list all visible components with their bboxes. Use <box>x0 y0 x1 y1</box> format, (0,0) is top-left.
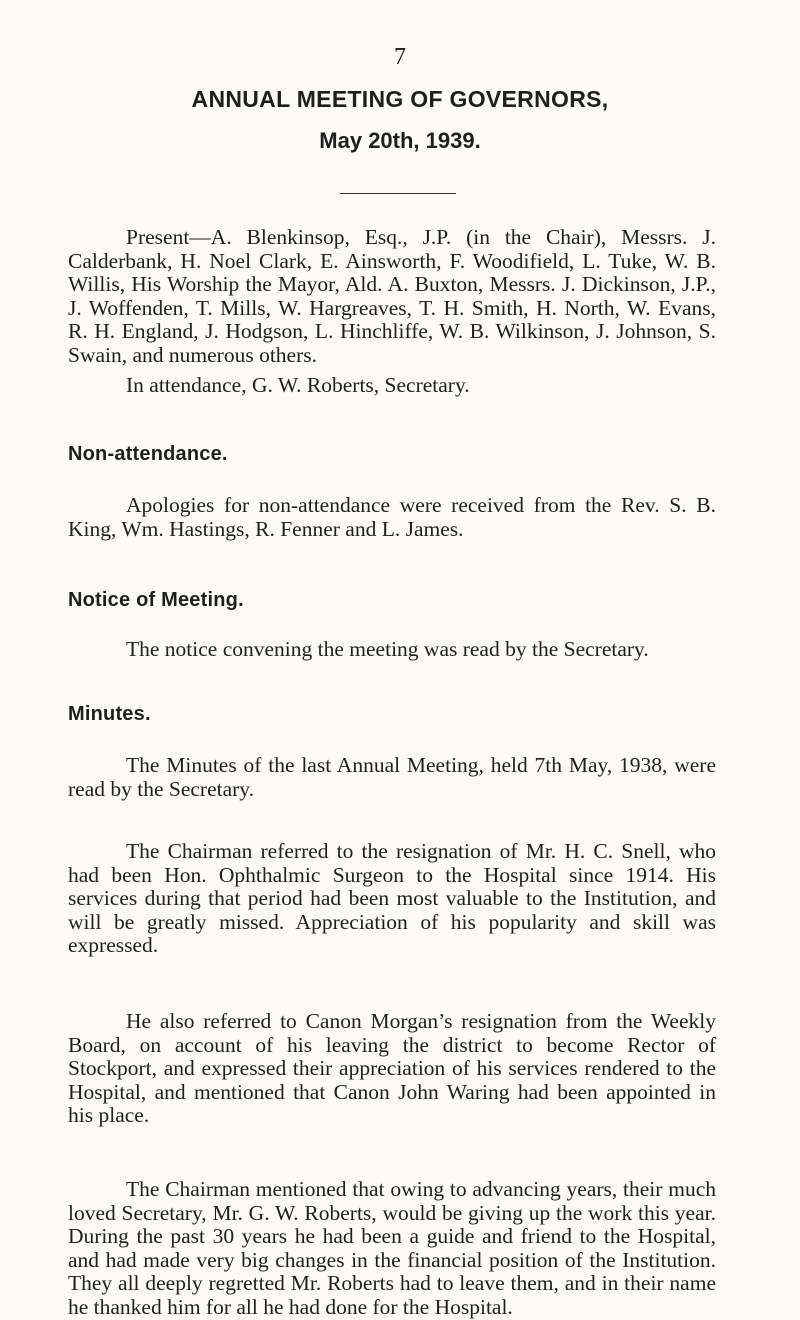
attendance-text: In attendance, G. W. Roberts, Secretary. <box>126 373 470 397</box>
minutes-text-3: He also referred to Canon Morgan’s resignation from the Weekly Board, on account of his leaving the district to become Rector of Stockport, and expressed their appreciation of his services rendered to the Hospital, and mentioned that Canon John Waring had been appointed in his place. <box>68 1009 716 1128</box>
present-paragraph <box>68 226 716 368</box>
page-number: 7 <box>394 44 406 70</box>
meeting-date: May 20th, 1939. <box>319 128 481 153</box>
non-attendance-text: Apologies for non-attendance were received from the Rev. S. B. King, Wm. Hastings, R. Fenner and L. James. <box>68 493 716 541</box>
minutes-text-1: The Minutes of the last Annual Meeting, held 7th May, 1938, were read by the Secretary. <box>68 753 716 801</box>
minutes-text-4: The Chairman mentioned that owing to advancing years, their much loved Secretary, Mr. G. W. Roberts, would be giving up the work this year. During the past 30 years he had been a guide and friend to the Hospital, and had made very big changes in the financial position of the Institution. They all deeply regretted Mr. Roberts had to leave them, and in their name he thanked him for all he had done for the Hospital. <box>68 1177 716 1319</box>
minutes-heading: Minutes. <box>68 703 151 725</box>
non-attendance-heading: Non-attendance. <box>68 443 228 465</box>
minutes-text-2: The Chairman referred to the resignation of Mr. H. C. Snell, who had been Hon. Ophthalmic Surgeon to the Hospital since 1914. His services during that period had been most valuable to the Institution, and will be greatly missed. Appreciation of his popularity and skill was expressed. <box>68 839 716 958</box>
document-title: ANNUAL MEETING OF GOVERNORS, <box>191 86 609 112</box>
notice-text: The notice convening the meeting was read by the Secretary. <box>126 637 649 661</box>
present-text: Present—A. Blenkinsop, Esq., J.P. (in the Chair), Messrs. J. Calderbank, H. Noel Clark, E. Ainsworth, F. Woodifield, L. Tuke, W. B. Willis, His Worship the Mayor, Ald. A. Buxton, Messrs. J. Dickinson, J.P., J. Woffenden, T. Mills, W. Hargreaves, T. H. Smith, H. North, W. Evans, R. H. England, J. Hodgson, L. Hinchliffe, W. B. Wilkinson, J. Johnson, S. Swain, and numerous others. <box>68 225 716 367</box>
attendance-paragraph <box>68 374 716 398</box>
title-divider <box>340 193 456 194</box>
notice-paragraph <box>68 638 716 662</box>
minutes-paragraph-1 <box>68 754 716 801</box>
notice-heading: Notice of Meeting. <box>68 589 244 611</box>
non-attendance-paragraph <box>68 494 716 541</box>
minutes-paragraph-2 <box>68 840 716 958</box>
minutes-paragraph-4 <box>68 1178 716 1320</box>
minutes-paragraph-3 <box>68 1010 716 1128</box>
